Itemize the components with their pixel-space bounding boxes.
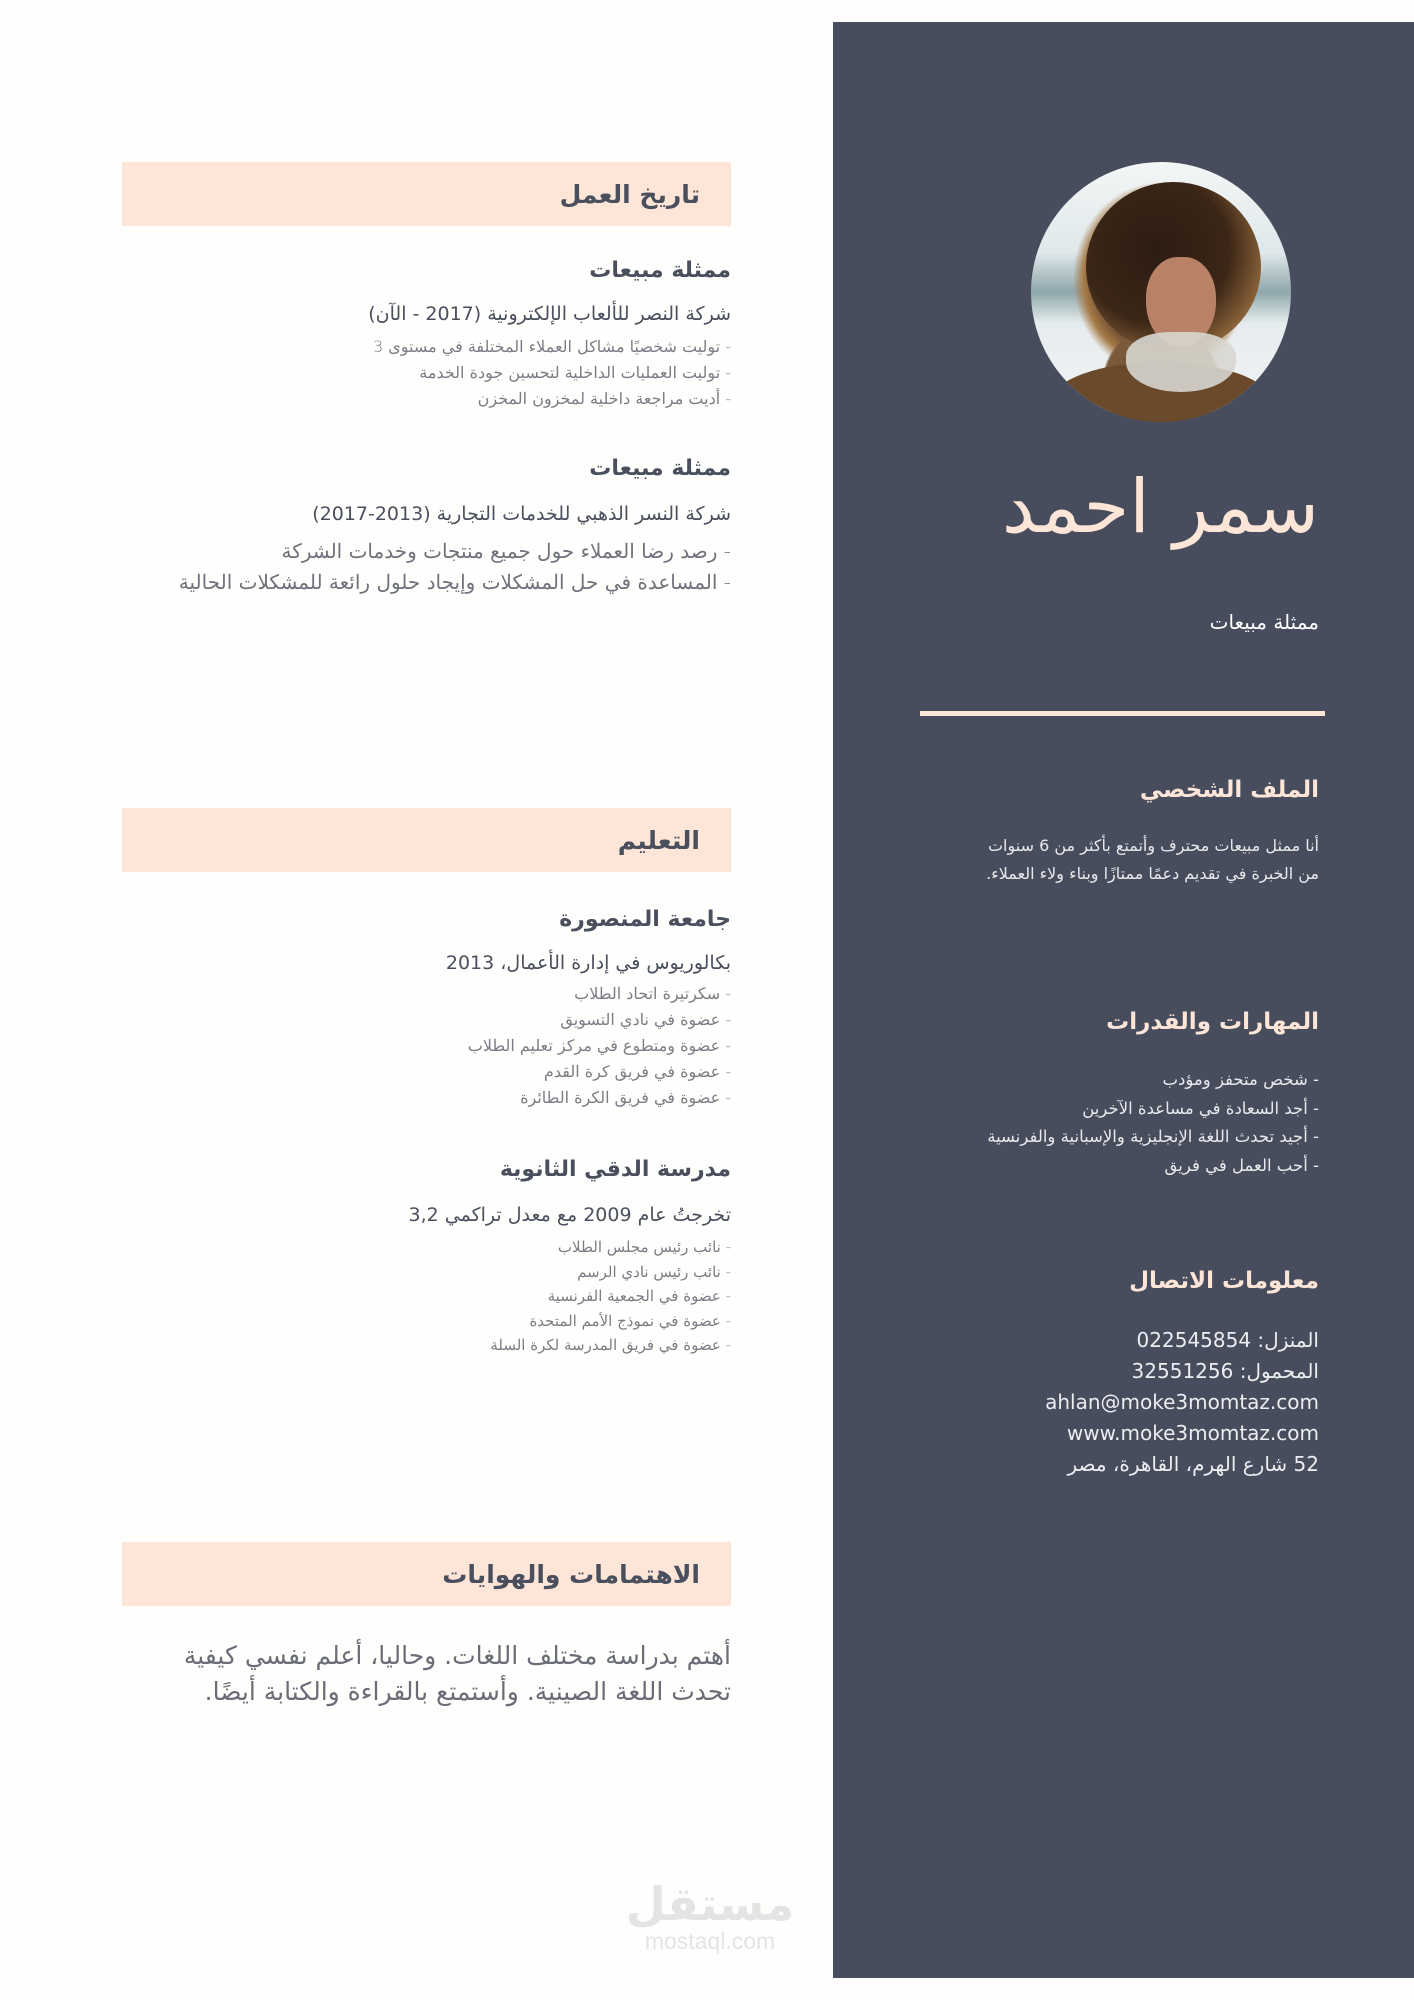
skills-heading: المهارات والقدرات	[1106, 1009, 1319, 1035]
home-phone: المنزل: 022545854	[1136, 1328, 1319, 1352]
job-bullets	[122, 536, 731, 598]
hobbies-heading: الاهتمامات والهوايات	[442, 1559, 700, 1589]
education-header	[122, 808, 731, 872]
hobbies-text-line: أهتم بدراسة مختلف اللغات. وحاليا، أعلم نفسي كيفية	[183, 1641, 731, 1670]
list-item: - رصد رضا العملاء حول جميع منتجات وخدمات الشركة	[281, 539, 731, 563]
divider	[920, 711, 1325, 716]
school-name: مدرسة الدقي الثانوية	[499, 1157, 731, 1182]
main-column	[122, 0, 731, 2000]
profile-line: من الخبرة في تقديم دعمًا ممتازًا وبناء ولاء العملاء.	[986, 864, 1319, 883]
school-entry-1	[122, 905, 731, 1111]
email-link[interactable]: ahlan@moke3momtaz.com	[1045, 1390, 1319, 1414]
school-bullets	[122, 1235, 731, 1358]
watermark-latin: mostaql.com	[644, 1928, 776, 1954]
list-item: - عضوة في فريق المدرسة لكرة السلة	[490, 1336, 731, 1354]
job-company: شركة النصر للألعاب الإلكترونية (2017 - الآن)	[368, 303, 731, 325]
profile-heading: الملف الشخصي	[1139, 777, 1319, 803]
list-item: - عضوة ومتطوع في مركز تعليم الطلاب	[467, 1036, 731, 1055]
mobile-phone: المحمول: 32551256	[1131, 1359, 1319, 1383]
profile-line: أنا ممثل مبيعات محترف وأتمتع بأكثر من 6 سنوات	[987, 836, 1319, 855]
profile-text	[899, 832, 1319, 888]
photo-scarf	[1126, 332, 1236, 392]
list-item: - أجد السعادة في مساعدة الآخرين	[1082, 1098, 1319, 1118]
address: 52 شارع الهرم، القاهرة، مصر	[1067, 1452, 1319, 1476]
work-history-header	[122, 162, 731, 226]
school-degree: تخرجتُ عام 2009 مع معدل تراكمي 3,2	[408, 1204, 731, 1226]
work-history-heading: تاريخ العمل	[559, 179, 700, 209]
list-item: - المساعدة في حل المشكلات وإيجاد حلول رائعة للمشكلات الحالية	[178, 570, 731, 594]
list-item: - عضوة في الجمعية الفرنسية	[547, 1287, 731, 1305]
list-item: - شخص متحفز ومؤدب	[1162, 1070, 1319, 1089]
job-entry-1	[122, 256, 731, 412]
person-name: سمر احمد	[1001, 464, 1319, 550]
list-item: - سكرتيرة اتحاد الطلاب	[574, 984, 731, 1003]
school-degree: بكالوريوس في إدارة الأعمال، 2013	[445, 952, 731, 974]
list-item: - عضوة في نموذج الأمم المتحدة	[529, 1311, 731, 1330]
job-title: ممثلة مبيعات	[589, 456, 731, 481]
school-bullets	[122, 981, 731, 1111]
watermark-logo	[620, 1877, 800, 1954]
list-item: - عضوة في فريق كرة القدم	[543, 1062, 731, 1081]
skills-list	[899, 1066, 1319, 1180]
list-item: - أحب العمل في فريق	[1164, 1155, 1319, 1175]
list-item: - عضوة في فريق الكرة الطائرة	[520, 1088, 731, 1107]
watermark-arabic: مستقل	[625, 1877, 795, 1931]
hobbies-header	[122, 1542, 731, 1606]
hobbies-body	[122, 1638, 731, 1710]
list-item: - توليت شخصيًا مشاكل العملاء المختلفة في مستوى 3	[372, 337, 731, 356]
job-entry-2	[122, 454, 731, 598]
job-bullets	[122, 334, 731, 412]
list-item: - توليت العمليات الداخلية لتحسين جودة الخدمة	[419, 363, 731, 382]
list-item: - عضوة في نادي التسويق	[560, 1010, 731, 1029]
profile-photo	[1031, 162, 1291, 422]
education-heading: التعليم	[617, 825, 700, 855]
list-item: - أديت مراجعة داخلية لمخزون المخزن	[477, 389, 731, 408]
contact-list	[899, 1325, 1319, 1480]
job-company: شركة النسر الذهبي للخدمات التجارية (2013-2017)	[312, 503, 731, 525]
job-title: ممثلة مبيعات	[589, 258, 731, 283]
hobbies-text-line: تحدث اللغة الصينية. وأستمتع بالقراءة والكتابة أيضًا.	[204, 1677, 731, 1706]
person-job-title: ممثلة مبيعات	[1209, 610, 1319, 634]
list-item: - نائب رئيس مجلس الطلاب	[557, 1238, 731, 1256]
sidebar	[833, 22, 1414, 1978]
contact-heading: معلومات الاتصال	[1129, 1268, 1319, 1294]
website-link[interactable]: www.moke3momtaz.com	[1066, 1421, 1319, 1445]
school-name: جامعة المنصورة	[559, 907, 731, 932]
list-item: - نائب رئيس نادي الرسم	[577, 1262, 731, 1281]
school-entry-2	[122, 1155, 731, 1358]
list-item: - أجيد تحدث اللغة الإنجليزية والإسبانية والفرنسية	[987, 1127, 1319, 1146]
